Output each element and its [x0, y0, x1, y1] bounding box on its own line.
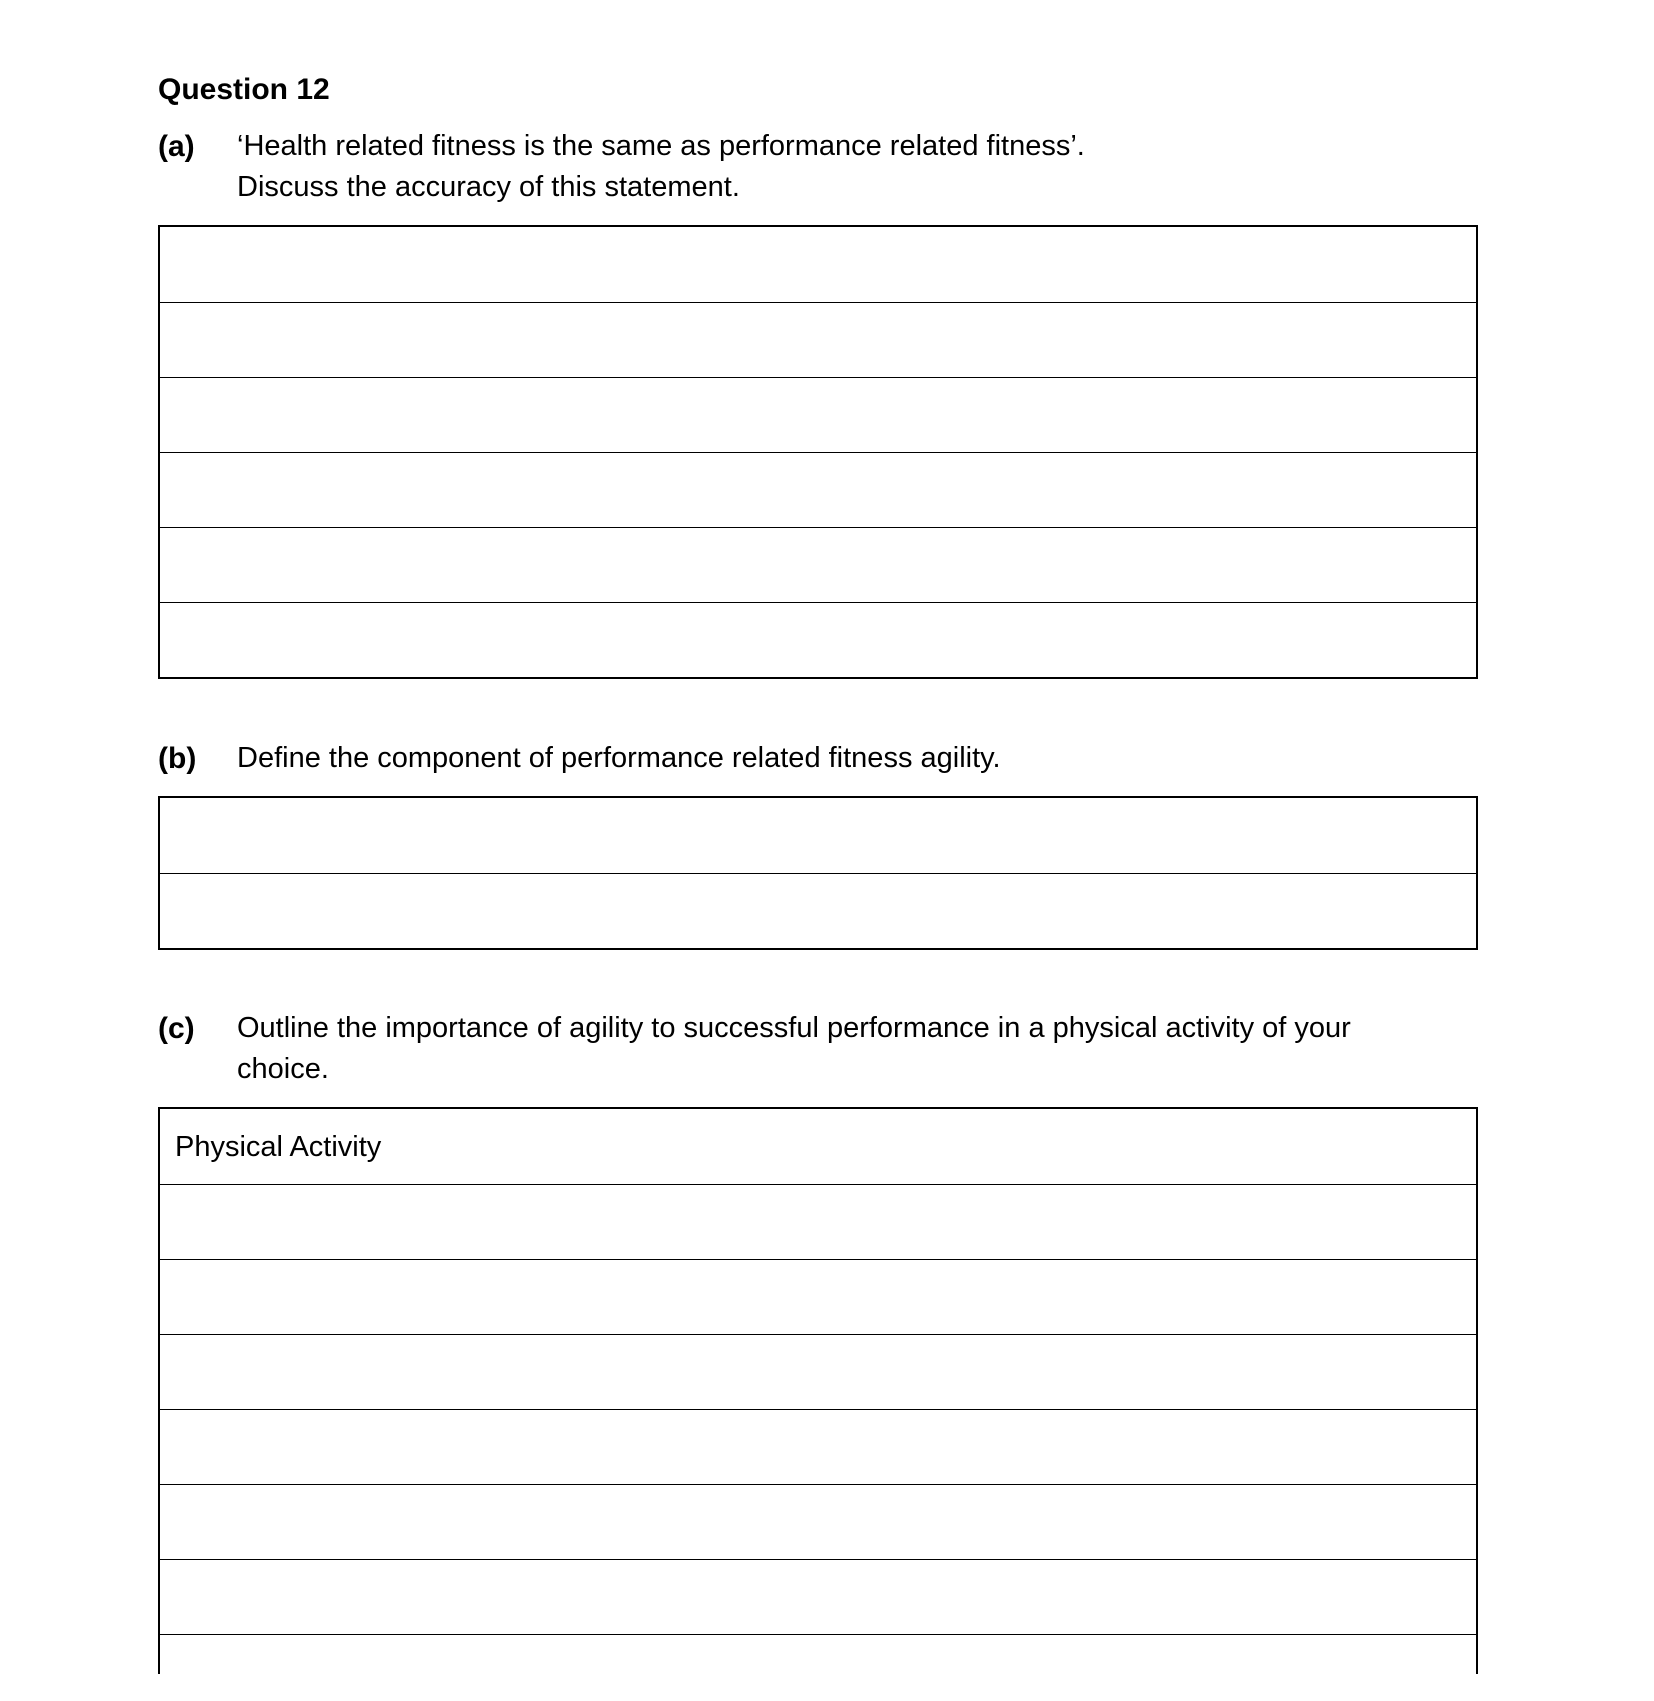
question-title: Question 12 — [158, 73, 330, 106]
part-b-answer-box — [158, 796, 1478, 950]
part-a-line-1: ‘Health related fitness is the same as performance related fitness’. — [237, 130, 1085, 162]
part-a-prompt — [158, 126, 1478, 208]
part-b-text — [237, 738, 1478, 779]
physical-activity-label: Physical Activity — [175, 1131, 382, 1163]
answer-line[interactable] — [160, 873, 1476, 948]
answer-line[interactable] — [160, 377, 1476, 452]
answer-line[interactable] — [160, 302, 1476, 377]
part-c-answer-box — [158, 1107, 1478, 1674]
part-a-label: (a) — [158, 130, 195, 163]
answer-line[interactable] — [160, 1634, 1476, 1674]
part-b-label: (b) — [158, 742, 197, 775]
part-b-prompt — [158, 738, 1478, 779]
answer-line[interactable] — [160, 1409, 1476, 1484]
part-c-line-2: choice. — [237, 1053, 329, 1085]
answer-line[interactable] — [160, 602, 1476, 677]
physical-activity-line[interactable] — [160, 1109, 1476, 1184]
answer-line[interactable] — [160, 227, 1476, 302]
part-c-text — [237, 1008, 1478, 1090]
part-b-line-1: Define the component of performance related fitness agility. — [237, 742, 1001, 774]
answer-line[interactable] — [160, 1484, 1476, 1559]
answer-line[interactable] — [160, 798, 1476, 873]
answer-line[interactable] — [160, 1184, 1476, 1259]
part-a-text — [237, 126, 1478, 208]
answer-line[interactable] — [160, 1559, 1476, 1634]
answer-line[interactable] — [160, 1334, 1476, 1409]
part-c-line-1: Outline the importance of agility to successful performance in a physical activity of your — [237, 1012, 1351, 1044]
answer-line[interactable] — [160, 452, 1476, 527]
part-c-prompt — [158, 1008, 1478, 1090]
part-a-line-2: Discuss the accuracy of this statement. — [237, 171, 740, 203]
answer-line[interactable] — [160, 527, 1476, 602]
part-c-label: (c) — [158, 1012, 195, 1045]
part-a-answer-box — [158, 225, 1478, 679]
answer-line[interactable] — [160, 1259, 1476, 1334]
